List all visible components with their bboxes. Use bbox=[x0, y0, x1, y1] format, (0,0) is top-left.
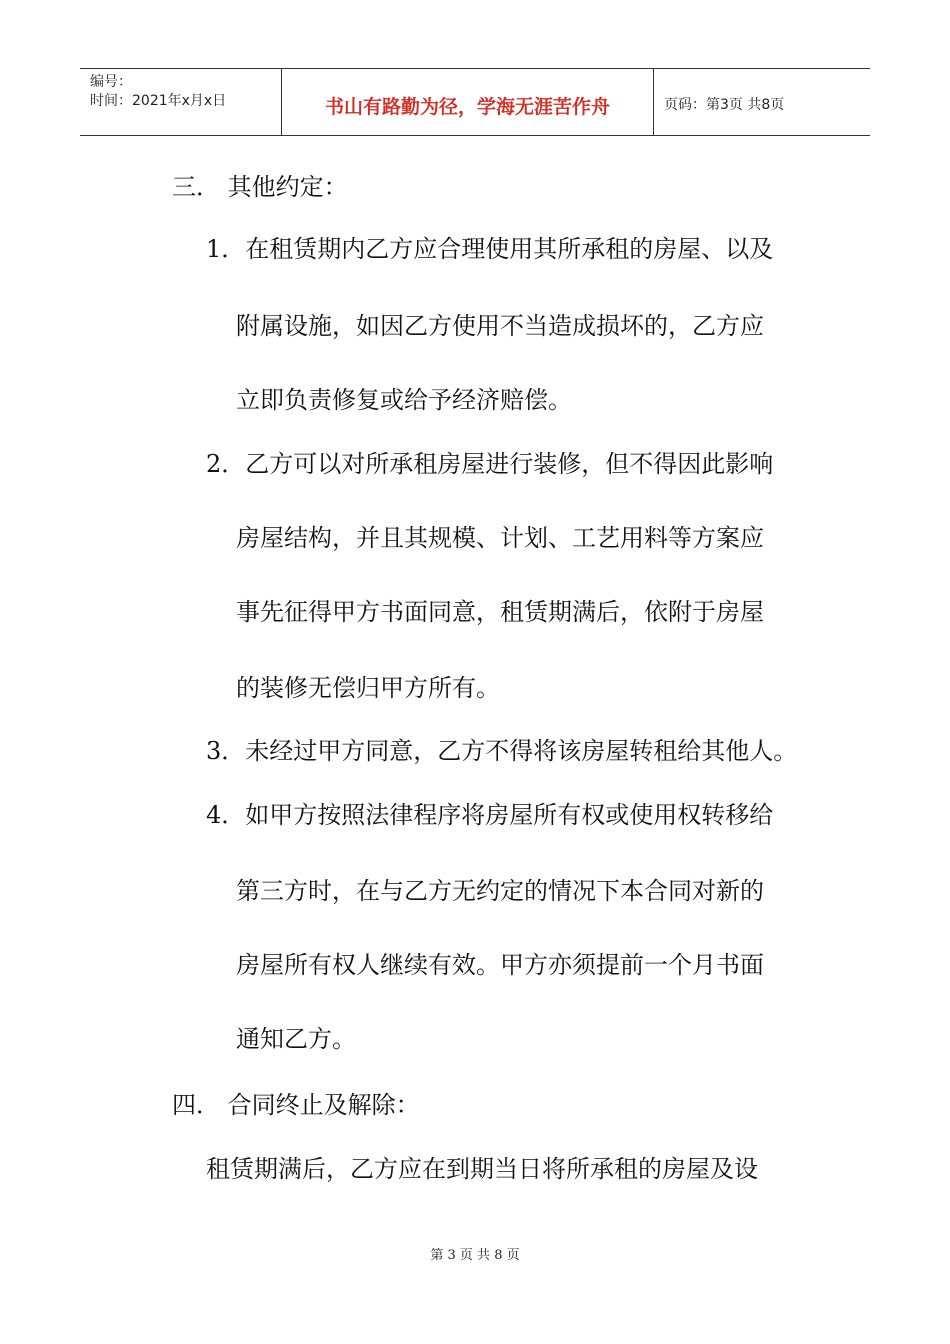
clause-2-line-3: 事先征得甲方书面同意，租赁期满后，依附于房屋 bbox=[236, 598, 764, 626]
clause-4-line-2: 第三方时，在与乙方无约定的情况下本合同对新的 bbox=[236, 877, 764, 905]
section-heading-four: 四． 合同终止及解除： bbox=[172, 1091, 420, 1119]
header-time: 时间：2021年x月x日 bbox=[90, 93, 227, 109]
clause-1-line-3: 立即负责修复或给予经济赔偿。 bbox=[236, 386, 572, 414]
page-header bbox=[80, 68, 870, 136]
clause-3-line-1: 3．未经过甲方同意，乙方不得将该房屋转租给其他人。 bbox=[206, 737, 798, 765]
header-page-number: 页码：第3页 共8页 bbox=[664, 97, 785, 113]
header-meta bbox=[80, 69, 282, 135]
header-number: 编号： bbox=[90, 74, 132, 90]
clause-4-line-4: 通知乙方。 bbox=[236, 1025, 356, 1053]
page-footer: 第 3 页 共 8 页 bbox=[430, 1248, 520, 1263]
section-four-line-1: 租赁期满后，乙方应在到期当日将所承租的房屋及设 bbox=[206, 1155, 758, 1183]
clause-2-line-1: 2．乙方可以对所承租房屋进行装修，但不得因此影响 bbox=[206, 450, 774, 478]
clause-2-line-4: 的装修无偿归甲方所有。 bbox=[236, 674, 500, 702]
clause-4-line-1: 4．如甲方按照法律程序将房屋所有权或使用权转移给 bbox=[206, 801, 774, 829]
clause-1-line-2: 附属设施，如因乙方使用不当造成损坏的，乙方应 bbox=[236, 312, 764, 340]
clause-2-line-2: 房屋结构，并且其规模、计划、工艺用料等方案应 bbox=[236, 524, 764, 552]
header-motto: 书山有路勤为径，学海无涯苦作舟 bbox=[282, 69, 654, 135]
clause-4-line-3: 房屋所有权人继续有效。甲方亦须提前一个月书面 bbox=[236, 951, 764, 979]
clause-1-line-1: 1．在租赁期内乙方应合理使用其所承租的房屋、以及 bbox=[206, 235, 774, 263]
section-heading-three: 三． 其他约定： bbox=[172, 173, 348, 201]
